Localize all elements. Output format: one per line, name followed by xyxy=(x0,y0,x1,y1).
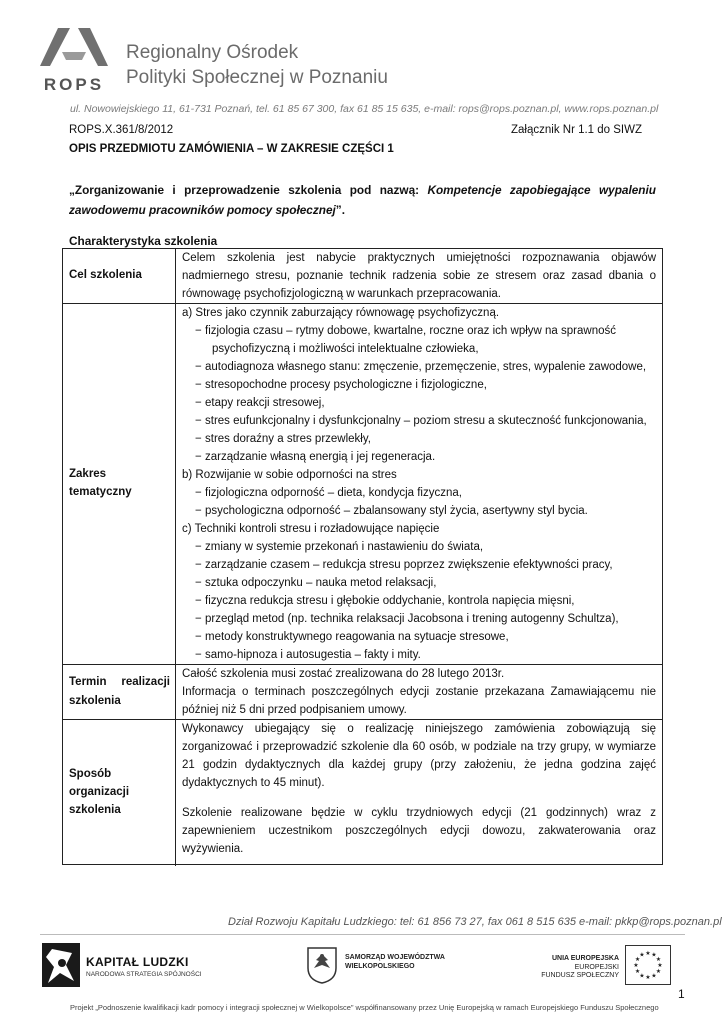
svg-text:★: ★ xyxy=(651,972,657,980)
method-label-line3: szkolenia xyxy=(69,804,121,816)
term-content xyxy=(176,665,662,719)
goal-label: Cel szkolenia xyxy=(69,269,142,281)
table-row-method xyxy=(63,719,662,866)
wielkopolska-crest-icon xyxy=(306,946,338,984)
eu-line3: FUNDUSZ SPOŁECZNY xyxy=(541,972,619,979)
table-row-term xyxy=(63,664,662,719)
list-item: − fizjologia czasu – rytmy dobowe, kwartalne, roczne oraz ich wpływ na sprawność xyxy=(182,322,656,340)
method-paragraph-1: Wykonawcy ubiegający się o realizację niniejszego zamówienia zobowiązują się zorganizować i przeprowadzić szkolenie dla 60 osób, w podziale na trzy grupy, w wymiarze 21 godzin dydaktycznych dla każdej grupy (przy założeniu, że jedna godzina zajęć dydaktycznych to 45 minut). xyxy=(182,723,656,789)
training-title-prefix: „Zorganizowanie i przeprowadzenie szkolenia pod nazwą: xyxy=(69,183,428,197)
list-item: − etapy reakcji stresowej, xyxy=(182,394,656,412)
svg-text:★: ★ xyxy=(645,950,651,957)
kl-subtitle: NARODOWA STRATEGIA SPÓJNOŚCI xyxy=(86,971,202,978)
term-line2: Informacja o terminach poszczególnych edycji zostanie przekazana Zamawiającemu nie później niż 5 dni przed podpisaniem umowy. xyxy=(182,686,656,716)
list-item: − zmiany w systemie przekonań i nastawieniu do świata, xyxy=(182,538,656,556)
eu-flag-icon xyxy=(625,945,671,985)
svg-text:★: ★ xyxy=(639,951,645,959)
scope-b-heading: b) Rozwijanie w sobie odporności na stres xyxy=(182,469,397,481)
svg-text:★: ★ xyxy=(657,962,663,969)
kapital-ludzki-text xyxy=(86,955,202,978)
list-item: − sztuka odpoczynku – nauka metod relaksacji, xyxy=(182,574,656,592)
org-name-line2: Polityki Społecznej w Poznaniu xyxy=(126,67,388,88)
list-item-continuation: psychofizyczną i możliwości intelektualne człowieka, xyxy=(212,343,479,355)
project-note: Projekt „Podnoszenie kwalifikacji kadr pomocy i integracji społecznej w Wielkopolsce” współfinansowany przez Unię Europejską w ramach Europejskiego Funduszu Społecznego xyxy=(70,1003,659,1012)
training-title xyxy=(69,180,656,220)
logo-acronym: ROPS xyxy=(43,75,105,94)
list-item: − zarządzanie czasem – redukcja stresu poprzez zwiększenie efektywności pracy, xyxy=(182,556,656,574)
method-content xyxy=(176,720,662,866)
list-item: − przegląd metod (np. technika relaksacji Jacobsona i trening autogenny Schultza), xyxy=(182,610,656,628)
training-title-italic: Kompetencje zapobiegające wypaleniu zawodowemu pracowników pomocy społecznej xyxy=(69,183,656,217)
sw-line2: WIELKOPOLSKIEGO xyxy=(345,963,415,970)
list-item: − stresopochodne procesy psychologiczne i fizjologiczne, xyxy=(182,376,656,394)
list-item: − zarządzanie własną energią i jej regeneracja. xyxy=(182,448,656,466)
training-title-suffix: ”. xyxy=(335,203,345,217)
svg-text:★: ★ xyxy=(655,968,662,975)
header-contact: ul. Nowowiejskiego 11, 61-731 Poznań, tel. 61 85 67 300, fax 61 85 15 635, e-mail: rops@rops.poznan.pl, www.rops.poznan.pl xyxy=(70,103,659,115)
attachment-label: Załącznik Nr 1.1 do SIWZ xyxy=(511,124,643,136)
method-label-line1: Sposób xyxy=(69,768,112,780)
svg-text:★: ★ xyxy=(655,956,662,963)
org-name-line1: Regionalny Ośrodek xyxy=(126,42,299,63)
section-heading: Charakterystyka szkolenia xyxy=(69,234,218,248)
scope-content xyxy=(176,304,662,664)
scope-label-line1: Zakres xyxy=(69,468,107,480)
training-spec-table xyxy=(62,248,663,865)
eu-line2: EUROPEJSKI xyxy=(574,963,619,971)
eu-text xyxy=(531,955,619,981)
svg-text:★: ★ xyxy=(634,968,641,975)
document-title: OPIS PRZEDMIOTU ZAMÓWIENIA – W ZAKRESIE CZĘŚCI 1 xyxy=(69,143,394,155)
list-item: − metody konstruktywnego reagowania na sytuacje stresowe, xyxy=(182,628,656,646)
org-name xyxy=(126,40,388,90)
scope-label-cell xyxy=(63,304,176,664)
samorzad-text xyxy=(345,953,445,971)
rops-logo xyxy=(38,22,110,96)
list-item: − stres eufunkcjonalny i dysfunkcjonalny – poziom stresu a skuteczność funkcjonowania, xyxy=(182,412,656,430)
scope-c-heading: c) Techniki kontroli stresu i rozładowujące napięcie xyxy=(182,523,440,535)
svg-text:★: ★ xyxy=(639,972,645,980)
footer-divider xyxy=(40,934,685,935)
ref-number: ROPS.X.361/8/2012 xyxy=(69,124,174,136)
svg-text:★: ★ xyxy=(645,974,651,981)
kapital-ludzki-logo-icon xyxy=(42,943,80,987)
list-item: − stres doraźny a stres przewlekły, xyxy=(182,430,656,448)
svg-text:★: ★ xyxy=(633,962,639,969)
svg-text:★: ★ xyxy=(634,956,641,963)
list-item: − fizjologiczna odporność – dieta, kondycja fizyczna, xyxy=(182,484,656,502)
method-label-cell xyxy=(63,720,176,866)
page-number: 1 xyxy=(678,987,685,1001)
list-item: − samo-hipnoza i autosugestia – fakty i mity. xyxy=(182,646,656,664)
method-label-line2: organizacji xyxy=(69,786,130,798)
list-item: − psychologiczna odporność – zbalansowany styl życia, asertywny styl bycia. xyxy=(182,502,656,520)
eu-line1: UNIA EUROPEJSKA xyxy=(551,955,619,962)
list-item: − fizyczna redukcja stresu i głębokie oddychanie, kontrola napięcia mięsni, xyxy=(182,592,656,610)
table-row-scope xyxy=(63,303,662,664)
svg-text:★: ★ xyxy=(651,951,657,959)
term-label-line2: szkolenia xyxy=(69,695,121,707)
term-line1: Całość szkolenia musi zostać zrealizowana do 28 lutego 2013r. xyxy=(182,668,505,680)
sw-line1: SAMORZĄD WOJEWÓDZTWA xyxy=(345,954,445,961)
scope-a-heading: a) Stres jako czynnik zaburzający równowagę psychofizyczną. xyxy=(182,307,500,319)
footer-contact: Dział Rozwoju Kapitału Ludzkiego: tel: 61 856 73 27, fax 061 8 515 635 e-mail: pkkp@rops.poznan.pl xyxy=(228,916,722,928)
term-label-line1: Termin realizacji xyxy=(69,676,170,688)
table-row-goal xyxy=(63,249,662,303)
kl-title: KAPITAŁ LUDZKI xyxy=(86,955,189,969)
scope-label-line2: tematyczny xyxy=(69,486,132,498)
method-paragraph-2: Szkolenie realizowane będzie w cyklu trzydniowych edycji (21 godzinnych) wraz z zapewnieniem uczestnikom poszczególnych edycji dowozu, zakwaterowania oraz wyżywienia. xyxy=(182,807,656,855)
list-item: − autodiagnoza własnego stanu: zmęczenie, przemęczenie, stres, wypalenie zawodowe, xyxy=(182,358,656,376)
term-label-cell xyxy=(63,665,176,719)
goal-text: Celem szkolenia jest nabycie praktycznych umiejętności rozpoznawania objawów nadmiernego stresu, poznanie technik radzenia sobie ze stresem oraz zasad dbania o równowagę psychofizjologiczną w warunkach przepracowania. xyxy=(182,252,656,300)
goal-label-cell xyxy=(63,249,176,303)
